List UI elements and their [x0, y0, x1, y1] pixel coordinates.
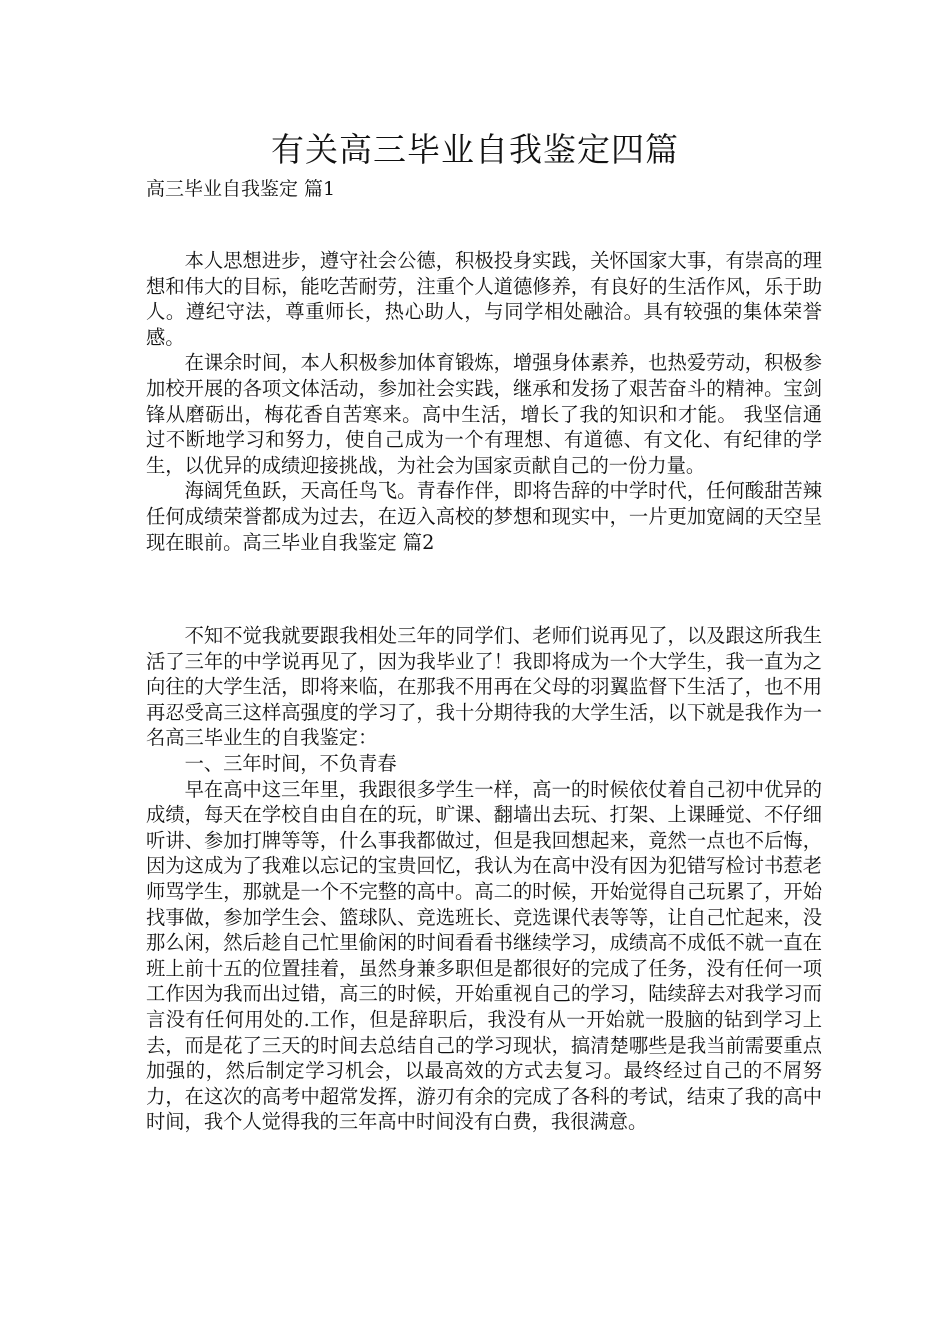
section-1-heading: 高三毕业自我鉴定 篇1	[146, 178, 336, 200]
section-2-body	[146, 623, 822, 1135]
subheading: 一、三年时间，不负青春	[184, 751, 397, 775]
paragraph: 不知不觉我就要跟我相处三年的同学们、老师们说再见了，以及跟这所我生活了三年的中学说再见了，因为我毕业了！我即将成为一个大学生，我一直为之向往的大学生活，即将来临，在那我不用再在父母的羽翼监督下生活了，也不用再忍受高三这样高强度的学习了，我十分期待我的大学生活，以下就是我作为一名高三毕业生的自我鉴定：	[146, 624, 822, 750]
paragraph: 本人思想进步，遵守社会公德，积极投身实践，关怀国家大事，有崇高的理想和伟大的目标，能吃苦耐劳，注重个人道德修养，有良好的生活作风，乐于助人。遵纪守法，尊重师长，热心助人，与同学相处融洽。具有较强的集体荣誉感。	[146, 249, 822, 349]
paragraph: 在课余时间，本人积极参加体育锻炼，增强身体素养，也热爱劳动，积极参加校开展的各项文体活动，参加社会实践，继承和发扬了艰苦奋斗的精神。宝剑锋从磨砺出，梅花香自苦寒来。高中生活，增长了我的知识和才能。 我坚信通过不断地学习和努力，使自己成为一个有理想、有道德、有文化、有纪律的学生，以优异的成绩迎接挑战，为社会为国家贡献自己的一份力量。	[146, 351, 822, 477]
section-2-heading: 高三毕业自我鉴定 篇2	[242, 530, 435, 554]
paragraph	[146, 478, 822, 555]
document-title: 有关高三毕业自我鉴定四篇	[271, 130, 679, 169]
paragraph: 早在高中这三年里，我跟很多学生一样，高一的时候依仗着自己初中优异的成绩，每天在学校自由自在的玩，旷课、翻墙出去玩、打架、上课睡觉、不仔细听讲、参加打牌等等，什么事我都做过，但是我回想起来，竟然一点也不后悔，因为这成为了我难以忘记的宝贵回忆，我认为在高中没有因为犯错写检讨书惹老师骂学生，那就是一个不完整的高中。高二的时候，开始觉得自己玩累了，开始找事做，参加学生会、篮球队、竞选班长、竞选课代表等等，让自己忙起来，没那么闲，然后趁自己忙里偷闲的时间看看书继续学习，成绩高不成低不就一直在班上前十五的位置挂着，虽然身兼多职但是都很好的完成了任务，没有任何一项工作因为我而出过错，高三的时候，开始重视自己的学习，陆续辞去对我学习而言没有任何用处的.工作，但是辞职后，我没有从一开始就一股脑的钻到学习上去，而是花了三天的时间去总结自己的学习现状，搞清楚哪些是我当前需要重点加强的，然后制定学习机会，以最高效的方式去复习。最终经过自己的不屑努力，在这次的高考中超常发挥，游刃有余的完成了各科的考试，结束了我的高中时间，我个人觉得我的三年高中时间没有白费，我很满意。	[146, 777, 822, 1134]
section-1-body	[146, 248, 822, 555]
paragraph-text: 海阔凭鱼跃，天高任鸟飞。青春作伴，即将告辞的中学时代，任何酸甜苦辣任何成绩荣誉都成为过去，在迈入高校的梦想和现实中，一片更加宽阔的天空呈现在眼前。	[146, 479, 822, 554]
